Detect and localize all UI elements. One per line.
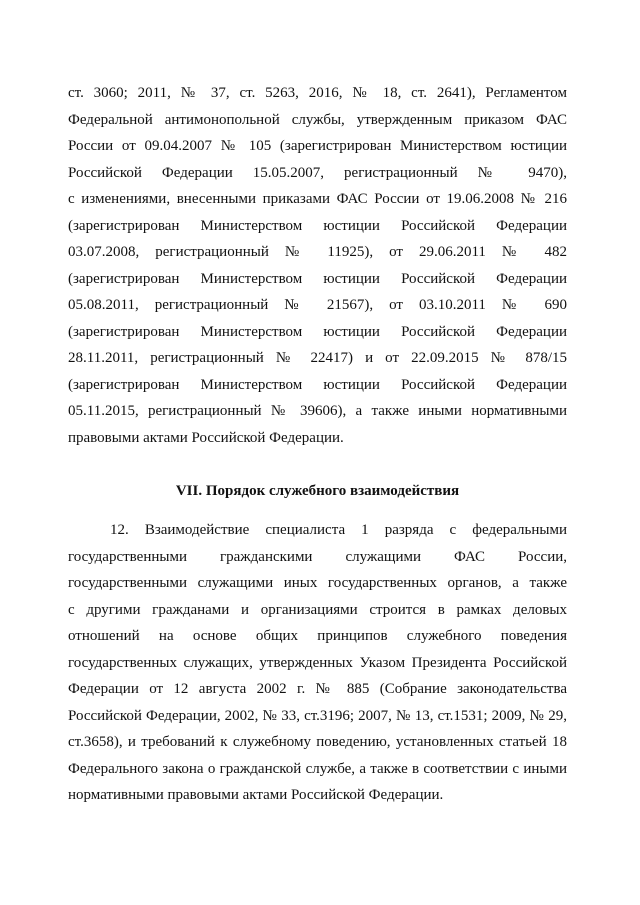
text-line: отношений на основе общих принципов служебного поведения [68, 628, 567, 644]
paragraph-regulations [68, 80, 567, 451]
text-line: с другими гражданами и организациями строится в рамках деловых [68, 601, 567, 618]
text-line: 05.11.2015, регистрационный № 39606), а также иными нормативными [68, 403, 567, 419]
text-line: Российской Федерации 15.05.2007, регистрационный № 9470), [68, 164, 567, 181]
text-line: ст.3658), и требований к служебному поведению, установленных статьей 18 [68, 734, 567, 750]
paragraph-interaction [68, 517, 567, 809]
text-line: 28.11.2011, регистрационный № 22417) и от 22.09.2015 № 878/15 [68, 350, 567, 366]
spacer [68, 451, 567, 478]
text-line: Федерации от 12 августа 2002 г. № 885 (Собрание законодательства [68, 681, 567, 697]
text-line: правовыми актами Российской Федерации. [68, 429, 344, 446]
section-heading: VII. Порядок служебного взаимодействия [175, 482, 460, 499]
text-line: (зарегистрирован Министерством юстиции Российской Федерации [68, 217, 567, 234]
text-line: с изменениями, внесенными приказами ФАС России от 19.06.2008 № 216 [68, 191, 567, 207]
document-body [68, 80, 567, 809]
text-line: Федерального закона о гражданской службе, а также в соответствии с иными [68, 760, 567, 777]
text-line: государственными гражданскими служащими ФАС России, [68, 548, 567, 565]
text-line: ст. 3060; 2011, № 37, ст. 5263, 2016, № 18, ст. 2641), Регламентом [68, 85, 567, 101]
text-line: 05.08.2011, регистрационный № 21567), от 03.10.2011 № 690 [68, 297, 567, 313]
text-line: России от 09.04.2007 № 105 (зарегистрирован Министерством юстиции [68, 138, 567, 154]
text-line: Федеральной антимонопольной службы, утвержденным приказом ФАС [68, 111, 567, 128]
text-line: (зарегистрирован Министерством юстиции Российской Федерации [68, 270, 567, 287]
text-line: государственных служащих, утвержденных Указом Президента Российской [68, 654, 567, 671]
text-line: 12. Взаимодействие специалиста 1 разряда с федеральными [110, 522, 567, 538]
text-line: Российской Федерации, 2002, № 33, ст.3196; 2007, № 13, ст.1531; 2009, № 29, [68, 707, 567, 724]
text-line: нормативными правовыми актами Российской Федерации. [68, 787, 444, 803]
text-line: (зарегистрирован Министерством юстиции Российской Федерации [68, 323, 567, 340]
text-line: государственными служащими иных государственных органов, а также [68, 575, 567, 591]
text-line: 03.07.2008, регистрационный № 11925), от 29.06.2011 № 482 [68, 244, 567, 260]
text-line: (зарегистрирован Министерством юстиции Российской Федерации [68, 376, 567, 393]
spacer [68, 504, 567, 517]
